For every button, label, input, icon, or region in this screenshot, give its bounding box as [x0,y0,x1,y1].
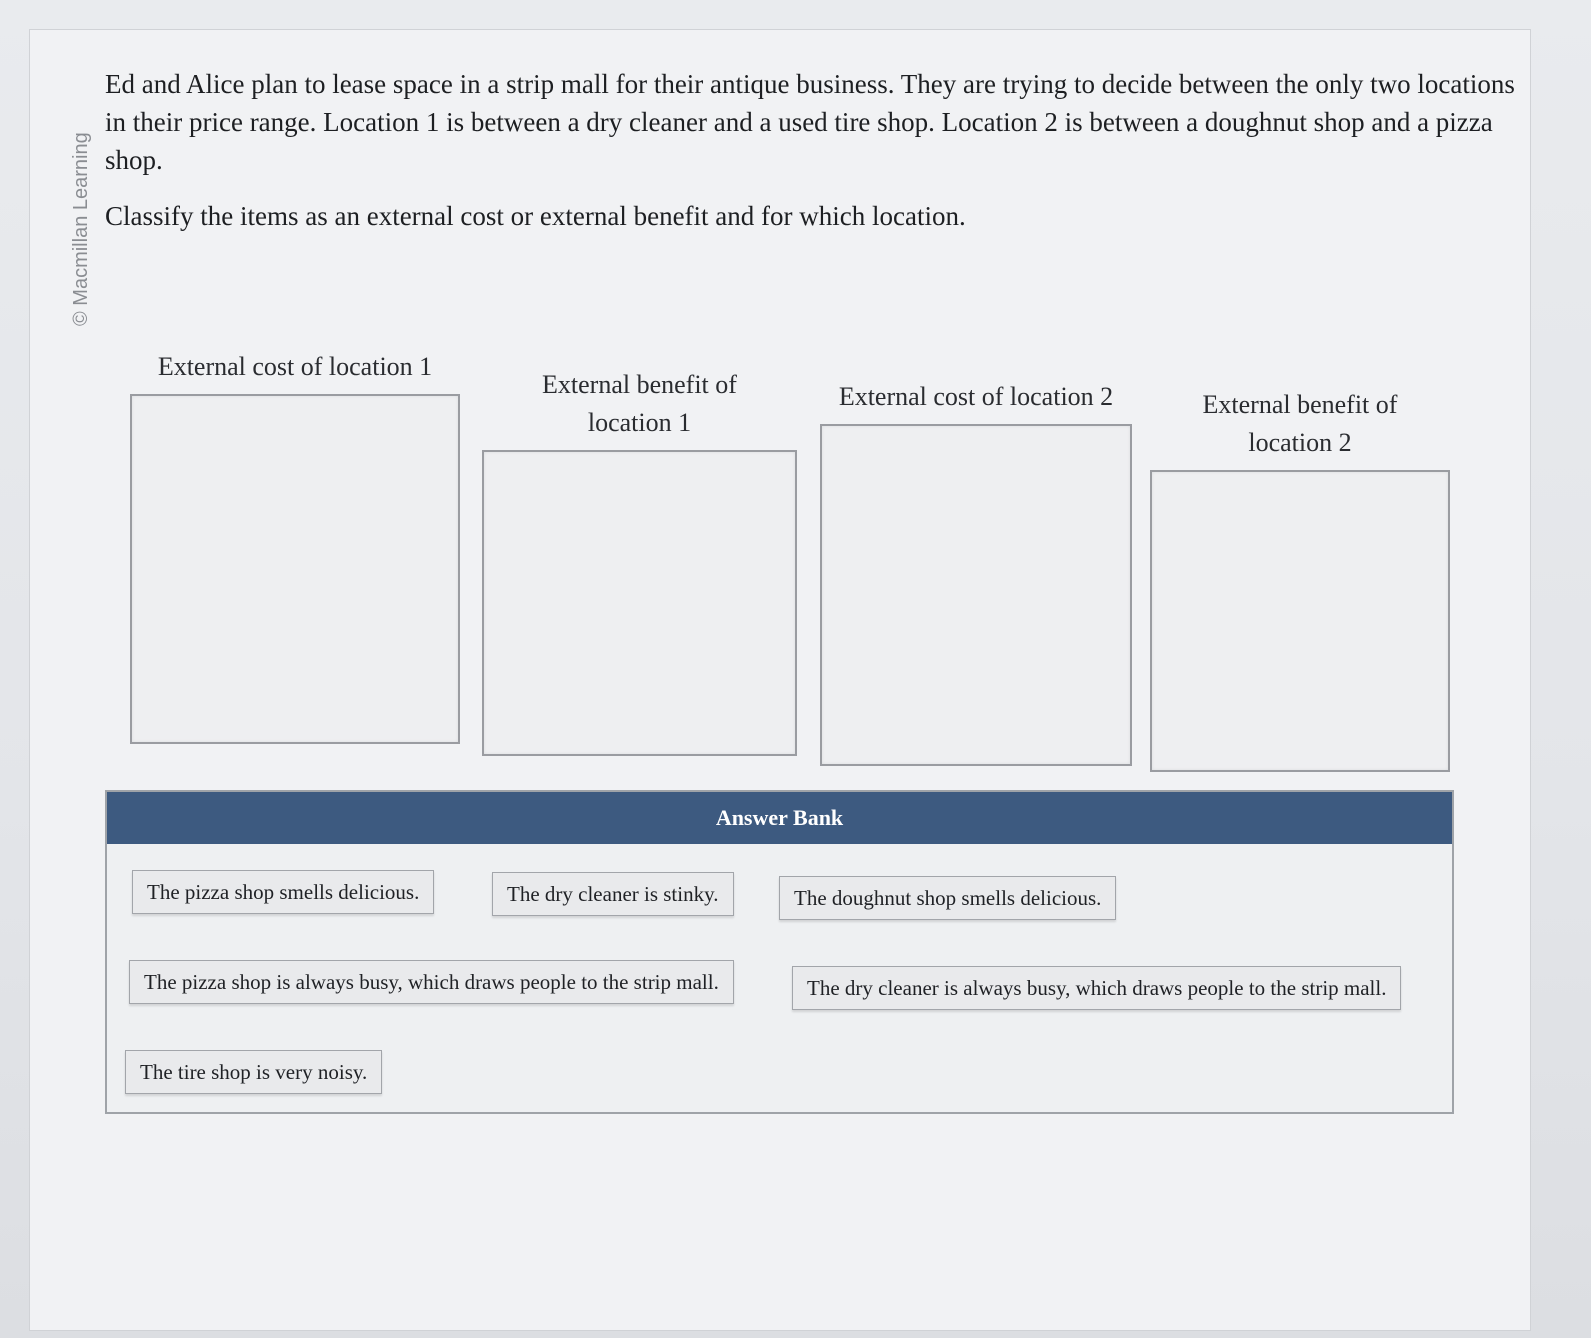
bin-title: External benefit of location 1 [542,370,737,437]
bin-external-cost-location-2 [820,378,1132,766]
answer-chip[interactable]: The dry cleaner is stinky. [492,872,734,916]
question-instruction: Classify the items as an external cost or external benefit and for which location. [105,201,966,231]
question-page [30,30,1530,1330]
answer-bank [105,790,1454,1114]
drop-zone-external-benefit-location-2[interactable] [1150,470,1450,772]
bin-external-benefit-location-1 [482,366,797,756]
drop-zone-external-cost-location-2[interactable] [820,424,1132,766]
bin-external-cost-location-1 [130,348,460,744]
answer-chip[interactable]: The doughnut shop smells delicious. [779,876,1116,920]
answer-chip[interactable]: The dry cleaner is always busy, which draws people to the strip mall. [792,966,1401,1010]
question-text [105,65,1515,253]
drop-zone-external-benefit-location-1[interactable] [482,450,797,756]
bin-title: External cost of location 2 [838,382,1114,411]
question-paragraph: Ed and Alice plan to lease space in a strip mall for their antique business. They are trying to decide between the only two locations in their price range. Location 1 is between a dry cleaner and a used tire shop. Location 2 is between a doughnut shop and a pizza shop. [105,69,1515,175]
copyright-watermark: © Macmillan Learning [70,132,92,326]
bin-external-benefit-location-2 [1150,386,1450,772]
drop-zone-external-cost-location-1[interactable] [130,394,460,744]
bin-title: External benefit of location 2 [1202,390,1398,457]
bin-title: External cost of location 1 [157,352,433,381]
answer-chip[interactable]: The pizza shop is always busy, which draws people to the strip mall. [129,960,734,1004]
answer-bank-title: Answer Bank [107,792,1452,844]
answer-chip[interactable]: The pizza shop smells delicious. [132,870,434,914]
answer-chip[interactable]: The tire shop is very noisy. [125,1050,382,1094]
